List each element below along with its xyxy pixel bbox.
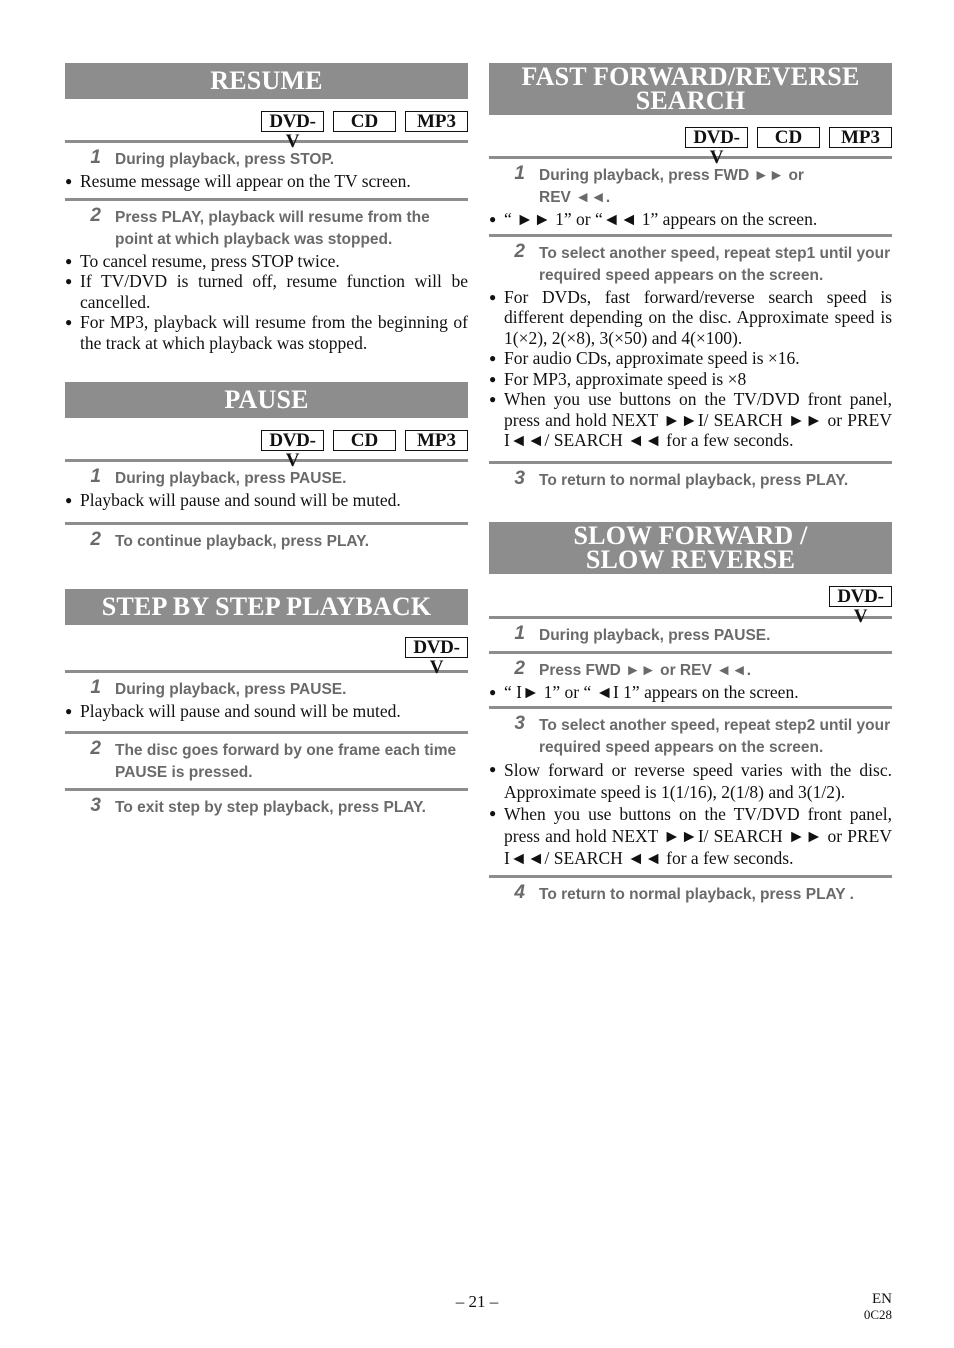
step-text: The disc goes forward by one frame each time PAUSE is pressed. [115, 742, 457, 781]
step-1 [65, 676, 468, 701]
step-text: To select another speed, repeat step2 until your required speed appears on the screen. [539, 717, 891, 756]
step-2 [489, 657, 892, 682]
divider [65, 522, 468, 525]
document-code: 0C28 [863, 1307, 892, 1322]
badge-dvd-v: DVD-V [685, 127, 748, 148]
step-number: 4 [514, 882, 525, 903]
section-title: STEP BY STEP PLAYBACK [65, 589, 468, 625]
step-number: 1 [514, 622, 525, 644]
resume-section [65, 63, 468, 353]
step-2 [65, 528, 468, 553]
note: ● When you use buttons on the TV/DVD front panel, press and hold NEXT ►►I/ SEARCH ►► or PREV I◄◄/ SEARCH ◄◄ for a few seconds. [489, 389, 892, 450]
step-text: To return to normal playback, press PLAY. [539, 471, 849, 489]
divider [489, 651, 892, 654]
divider [65, 670, 468, 673]
step-number: 2 [90, 738, 101, 759]
badge-dvd-v: DVD-V [261, 111, 324, 132]
step-text: To exit step by step playback, press PLAY. [115, 799, 426, 816]
divider [65, 198, 468, 201]
divider [65, 140, 468, 143]
divider [489, 234, 892, 237]
step-text: During playback, press STOP. [115, 151, 335, 168]
note: ● For MP3, approximate speed is ×8 [489, 368, 747, 389]
divider [489, 461, 892, 464]
divider [65, 731, 468, 734]
step-number: 2 [90, 528, 101, 550]
step-text: Press PLAY, playback will resume from the point at which playback was stopped. [115, 208, 430, 248]
badge-cd: CD [333, 111, 396, 132]
disc-badges [489, 127, 892, 168]
step-text: To return to normal playback, press PLAY . [539, 886, 854, 903]
disc-badges [65, 430, 468, 471]
step-number: 3 [514, 467, 525, 489]
fast-forward-section [489, 63, 892, 492]
slow-forward-section [489, 522, 892, 907]
step-number: 1 [90, 466, 101, 487]
badge-mp3: MP3 [405, 430, 468, 451]
badge-cd: CD [757, 127, 820, 148]
note: ● Slow forward or reverse speed varies with the disc. Approximate speed is 1(1/16), 2(1/8) and 3(1/2). [489, 760, 892, 802]
disc-badges [489, 585, 892, 627]
badge-cd: CD [333, 430, 396, 451]
step-number: 1 [90, 147, 101, 168]
note: ● For audio CDs, approximate speed is ×16. [489, 348, 800, 368]
step-2 [65, 204, 468, 251]
left-column [65, 63, 468, 819]
step-text: During playback, press PAUSE. [115, 680, 347, 698]
step-4 [489, 884, 892, 906]
step-number: 3 [514, 713, 525, 734]
pause-section [65, 382, 468, 553]
step-text: During playback, press PAUSE. [115, 470, 347, 487]
step-text: During playback, press FWD ►► or REV ◄◄. [539, 167, 804, 206]
step-3 [489, 715, 892, 759]
note: ● Playback will pause and sound will be muted. [65, 490, 401, 510]
note: ● For DVDs, fast forward/reverse search speed is different depending on the disc. Approximate speed is 1(×2), 2(×8), 3(×50) and 4(×100). [489, 286, 892, 348]
step-2 [65, 740, 468, 784]
note: ● “ ►► 1” or “◄◄ 1” appears on the screen. [489, 209, 818, 229]
step-by-step-section [65, 589, 468, 820]
divider [489, 875, 892, 878]
step-number: 1 [90, 676, 101, 698]
badge-mp3: MP3 [829, 127, 892, 148]
divider [65, 459, 468, 462]
divider [489, 706, 892, 709]
note: ● Resume message will appear on the TV screen. [65, 171, 411, 191]
step-1 [489, 622, 892, 647]
divider [65, 788, 468, 791]
section-title: SLOW FORWARD / SLOW REVERSE [489, 522, 892, 574]
step-number: 2 [90, 204, 101, 226]
note: ● If TV/DVD is turned off, resume function will be cancelled. [65, 271, 468, 312]
disc-badges [65, 636, 468, 678]
step-1 [489, 165, 892, 209]
step-number: 3 [90, 795, 101, 816]
footer-language [864, 1291, 892, 1323]
divider [489, 156, 892, 159]
section-title: RESUME [65, 63, 468, 99]
note: ● To cancel resume, press STOP twice. [65, 250, 340, 271]
step-1 [65, 149, 468, 171]
disc-badges [65, 111, 468, 152]
badge-mp3: MP3 [405, 111, 468, 132]
badge-dvd-v: DVD-V [405, 637, 468, 658]
divider [489, 616, 892, 619]
note: ● “ I► 1” or “ ◄I 1” appears on the screen. [489, 681, 799, 702]
section-title: PAUSE [65, 382, 468, 418]
note: ● When you use buttons on the TV/DVD front panel, press and hold NEXT ►►I/ SEARCH ►► or PREV I◄◄/ SEARCH ◄◄ for a few seconds. [489, 804, 892, 868]
step-number: 1 [514, 163, 525, 184]
note: ● For MP3, playback will resume from the beginning of the track at which playback was stopped. [65, 312, 468, 353]
step-1 [65, 468, 468, 490]
step-text: To select another speed, repeat step1 until your required speed appears on the screen. [539, 244, 891, 284]
step-text: Press FWD ►► or REV ◄◄. [539, 661, 752, 679]
step-number: 2 [514, 657, 525, 679]
step-text: To continue playback, press PLAY. [115, 532, 370, 550]
right-column [489, 63, 892, 906]
badge-dvd-v: DVD-V [261, 430, 324, 451]
page-number: – 21 – [455, 1292, 499, 1311]
step-text: During playback, press PAUSE. [539, 626, 771, 644]
step-2 [489, 240, 892, 287]
step-3 [489, 467, 892, 492]
note: ● Playback will pause and sound will be muted. [65, 700, 401, 721]
step-3 [65, 797, 468, 819]
language-code: EN [872, 1291, 892, 1307]
section-title: FAST FORWARD/REVERSE SEARCH [489, 63, 892, 115]
badge-dvd-v: DVD-V [829, 586, 892, 607]
step-number: 2 [514, 240, 525, 262]
